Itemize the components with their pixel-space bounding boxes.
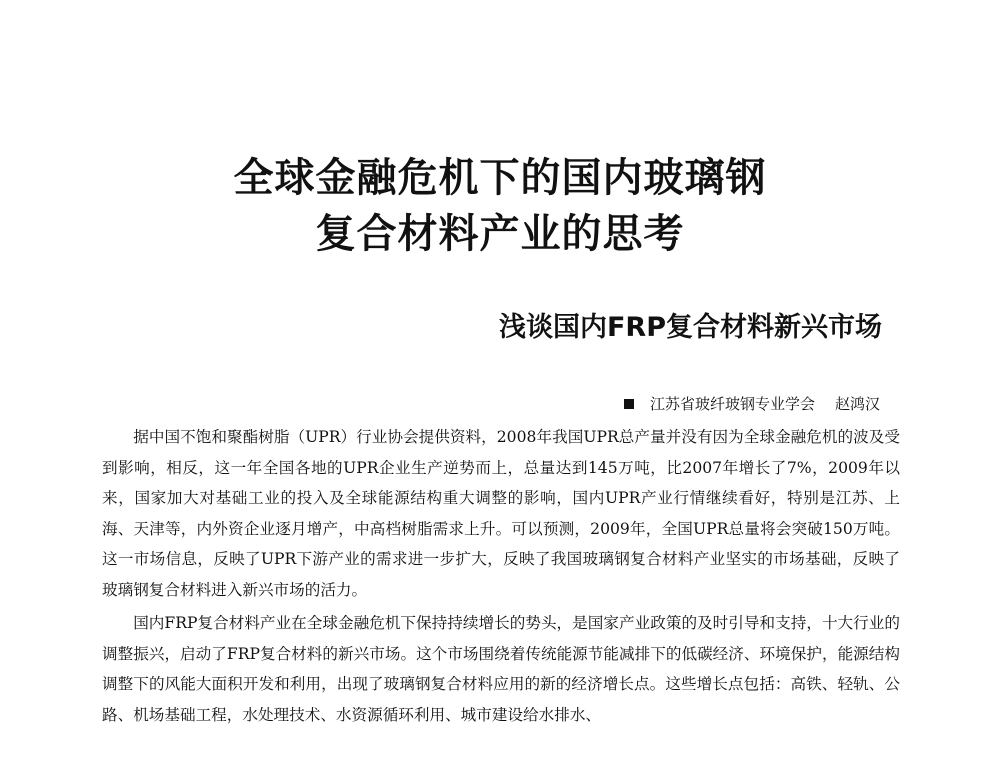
article-title-line-1: 全球金融危机下的国内玻璃钢 — [233, 155, 767, 201]
article-title-line-2: 复合材料产业的思考 — [315, 211, 685, 257]
article-body — [102, 422, 900, 733]
body-paragraph-2: 国内FRP复合材料产业在全球金融危机下保持持续增长的势头，是国家产业政策的及时引导和支持，十大行业的调整振兴，启动了FRP复合材料的新兴市场。这个市场围绕着传统能源节能减排下的低碳经济、环境保护，能源结构调整下的风能大面积开发和利用，出现了玻璃钢复合材料应用的新的经济增长点。这些增长点包括：高铁、轻轨、公路、机场基础工程，水处理技术、水资源循环利用、城市建设给水排水、 — [102, 614, 900, 724]
square-bullet-icon — [624, 399, 634, 409]
author-affiliation: 江苏省玻纤玻钢专业学会 — [649, 395, 815, 413]
author-name: 赵鸿汉 — [834, 395, 880, 413]
body-paragraph-1: 据中国不饱和聚酯树脂（UPR）行业协会提供资料，2008年我国UPR总产量并没有因为全球金融危机的波及受到影响，相反，这一年全国各地的UPR企业生产逆势而上，总量达到145万吨，比2007年增长了7%，2009年以来，国家加大对基础工业的投入及全球能源结构重大调整的影响，国内UPR产业行情继续看好，特别是江苏、上海、天津等，内外资企业逐月增产，中高档树脂需求上升。可以预测，2009年，全国UPR总量将会突破150万吨。这一市场信息，反映了UPR下游产业的需求进一步扩大，反映了我国玻璃钢复合材料产业坚实的市场基础，反映了玻璃钢复合材料进入新兴市场的活力。 — [102, 428, 900, 599]
byline — [624, 393, 880, 415]
article-subtitle: 浅谈国内FRP复合材料新兴市场 — [498, 312, 882, 343]
